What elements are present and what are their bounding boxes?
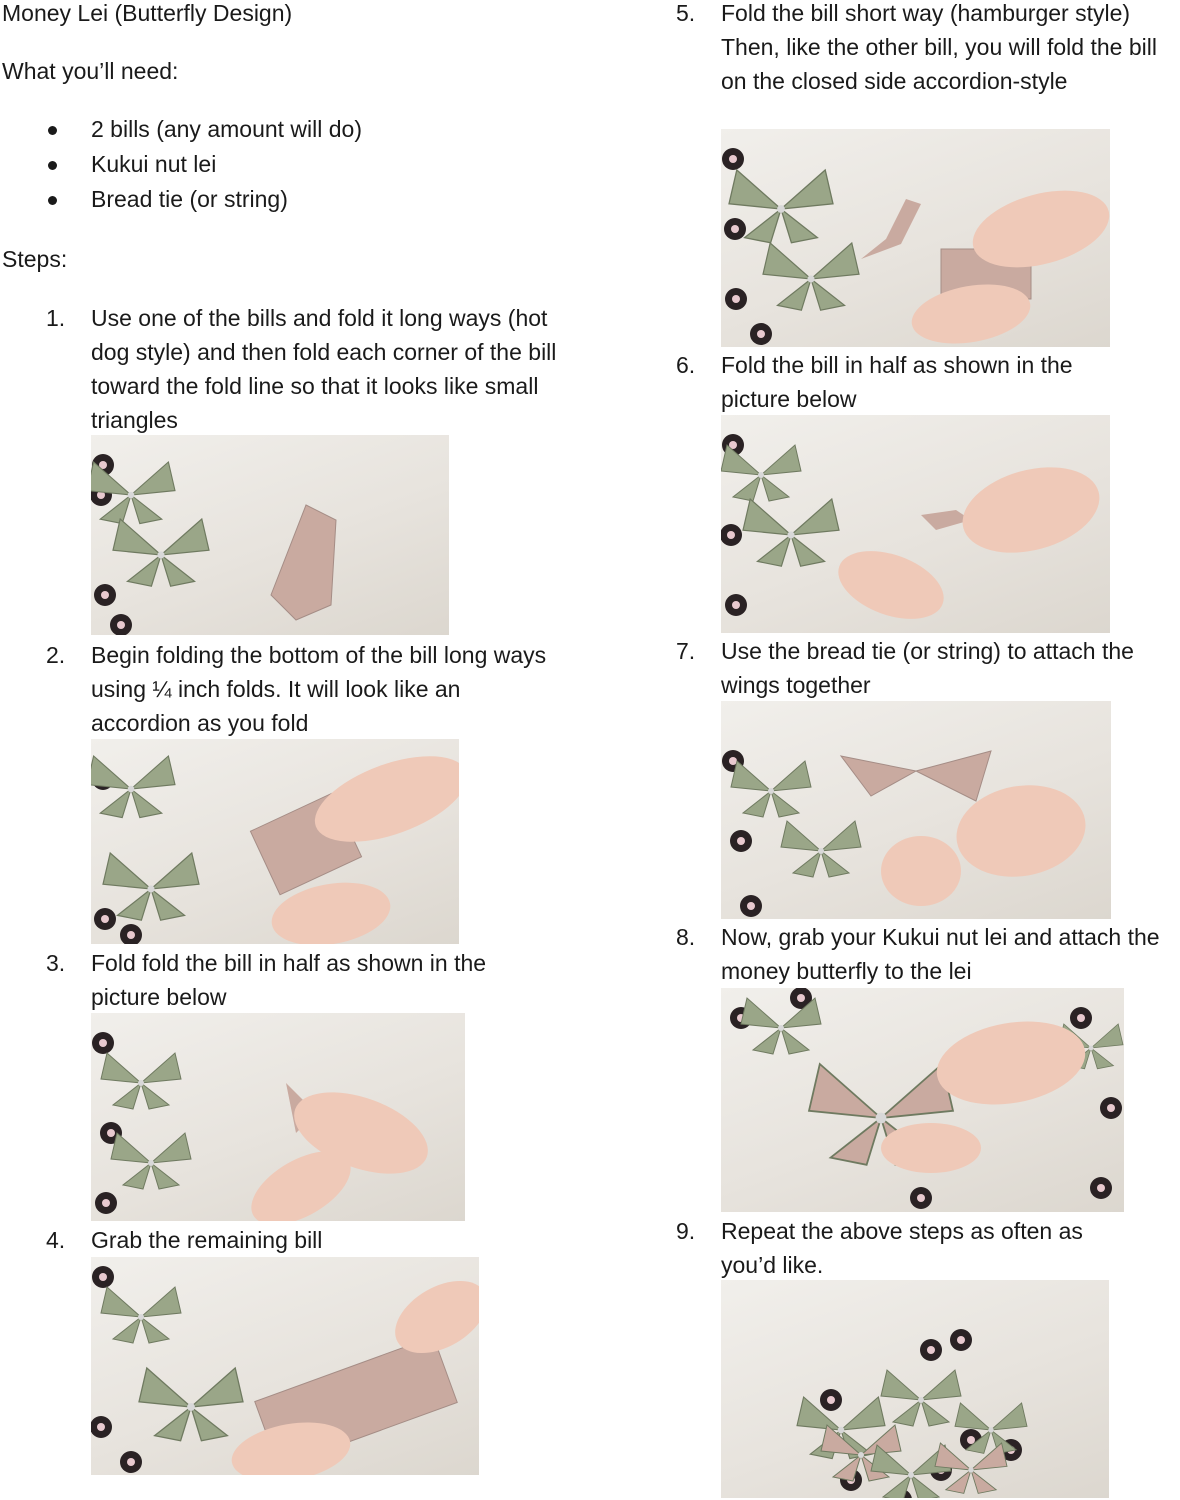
nut-flower [97,1423,105,1431]
step-number: 9. [676,1218,696,1244]
nut-flower [1097,1184,1105,1192]
hand [829,538,953,632]
money-butterfly [743,499,839,566]
step-text: Use one of the bills and fold it long ways (hot dog style) and then fold each corner of the bill toward the fold line so that it looks like small triangles [91,305,557,433]
money-butterfly [781,821,861,877]
money-butterfly [111,1133,191,1189]
step-text: Use the bread tie (or string) to attach the wings together [721,638,1134,698]
step-9 [676,1214,1121,1282]
money-butterfly [91,756,175,818]
step-7-photo [721,701,1111,919]
step-text: Fold fold the bill in half as shown in the picture below [91,950,487,1010]
nut-flower [1107,1104,1115,1112]
folded-bill [861,199,921,259]
money-butterfly [139,1368,243,1441]
photo-illustration [91,1257,479,1475]
step-text: Begin folding the bottom of the bill long ways using ¼ inch folds. It will look like an accordion as you fold [91,642,547,736]
photo-illustration [721,1280,1109,1498]
money-butterfly [91,462,175,524]
nut-flower [1077,1014,1085,1022]
nut-flower [117,621,125,629]
needs-heading: What you’ll need: [2,58,179,84]
money-butterfly [731,761,811,817]
nut-flower [729,757,737,765]
step-number: 2. [46,642,66,668]
step-8-photo [721,988,1124,1212]
step-1-photo [91,435,449,635]
money-butterfly [101,1053,181,1109]
step-1 [46,301,561,437]
photo-illustration [721,415,1110,633]
step-number: 3. [46,950,66,976]
page-title: Money Lei (Butterfly Design) [2,0,293,26]
step-7 [676,634,1151,702]
step-2 [46,638,561,740]
photo-illustration [721,988,1124,1212]
step-8 [676,920,1171,988]
photo-illustration [91,739,459,944]
bullet-icon [48,126,57,135]
money-butterfly [103,853,199,920]
nut-flower [102,1199,110,1207]
nut-flower [727,531,735,539]
nut-flower [99,1273,107,1281]
hand [881,836,961,906]
photo-illustration [721,129,1110,347]
money-butterfly [741,998,821,1054]
money-butterfly [101,1287,181,1343]
list-item: Kukui nut lei [0,147,362,182]
photo-illustration [91,1013,465,1221]
nut-flower [957,1336,965,1344]
folded-bill [841,751,991,801]
nut-flower [827,1396,835,1404]
nut-flower [99,1039,107,1047]
nut-flower [747,902,755,910]
hand [930,1011,1092,1116]
step-text: Grab the remaining bill [91,1227,323,1253]
step-9-photo [721,1280,1109,1498]
nut-flower [101,915,109,923]
step-2-photo [91,739,459,944]
nut-flower [107,1129,115,1137]
folded-bill [271,505,336,620]
step-number: 4. [46,1227,66,1253]
step-3-photo [91,1013,465,1221]
hand [881,1123,981,1173]
nut-flower [127,931,135,939]
photo-illustration [91,435,449,635]
bullet-icon [48,161,57,170]
step-5-photo [721,129,1110,347]
nut-flower [731,225,739,233]
nut-flower [127,1458,135,1466]
step-4-photo [91,1257,479,1475]
hand [953,453,1109,567]
nut-flower [737,837,745,845]
step-4 [46,1223,561,1257]
needs-list [0,112,362,217]
money-butterfly [113,519,209,586]
steps-heading: Steps: [2,246,68,272]
step-6 [676,348,1121,416]
step-5 [676,0,1180,98]
step-text: Repeat the above steps as often as you’d like. [721,1218,1083,1278]
nut-flower [732,601,740,609]
nut-flower [917,1194,925,1202]
step-number: 5. [676,0,696,26]
step-3 [46,946,561,1014]
step-6-photo [721,415,1110,633]
money-butterfly [881,1370,961,1426]
photo-illustration [721,701,1111,919]
nut-flower [732,295,740,303]
nut-flower [967,1436,975,1444]
nut-flower [927,1346,935,1354]
list-item: 2 bills (any amount will do) [0,112,362,147]
step-number: 1. [46,305,66,331]
nut-flower [757,330,765,338]
step-number: 6. [676,352,696,378]
step-text: Fold the bill short way (hamburger style) Then, like the other bill, you will fold the bill on the closed side accordion-style [721,0,1157,94]
step-text: Fold the bill in half as shown in the picture below [721,352,1073,412]
bullet-icon [48,196,57,205]
list-item: Bread tie (or string) [0,182,362,217]
money-butterfly [763,243,859,310]
step-number: 7. [676,638,696,664]
step-number: 8. [676,924,696,950]
nut-flower [101,591,109,599]
nut-flower [729,155,737,163]
money-butterfly [721,445,801,501]
step-text: Now, grab your Kukui nut lei and attach the money butterfly to the lei [721,924,1160,984]
nut-flower [797,994,805,1002]
